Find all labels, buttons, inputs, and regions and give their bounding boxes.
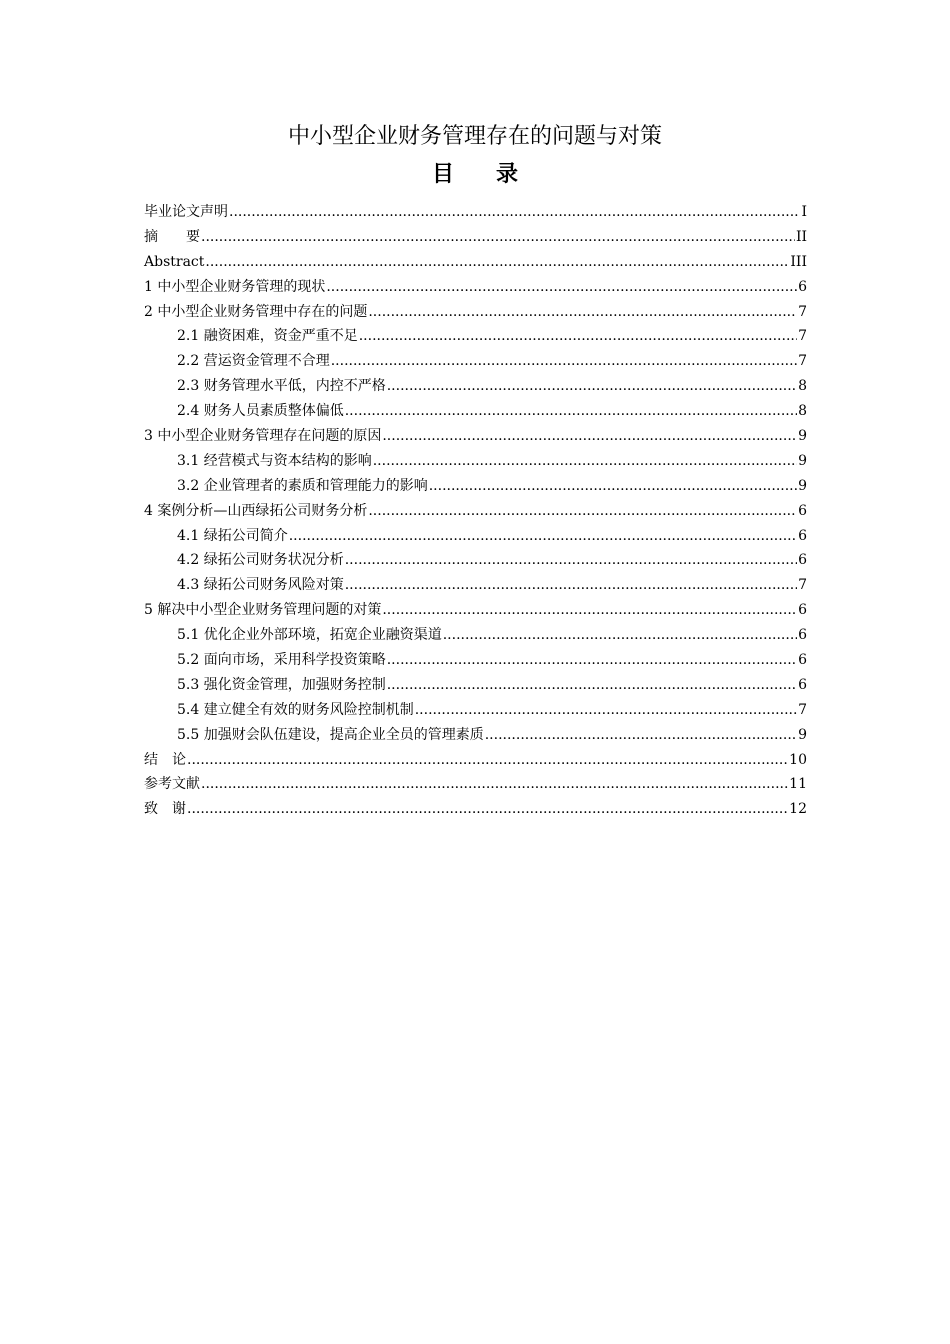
toc-entry-page-number: 9 bbox=[798, 477, 807, 494]
toc-entry-label: 5.1 优化企业外部环境，拓宽企业融资渠道 bbox=[177, 627, 442, 644]
toc-entry[interactable] bbox=[144, 598, 807, 623]
toc-entry[interactable] bbox=[144, 399, 807, 424]
toc-entry-label: 5.3 强化资金管理，加强财务控制 bbox=[177, 676, 386, 693]
toc-entry[interactable] bbox=[144, 797, 807, 822]
toc-dot-leader bbox=[387, 374, 797, 399]
toc-dot-leader bbox=[187, 748, 788, 773]
toc-entry[interactable] bbox=[144, 723, 807, 748]
toc-entry[interactable] bbox=[144, 474, 807, 499]
toc-dot-leader bbox=[201, 772, 788, 797]
toc-entry-label: 2.4 财务人员素质整体偏低 bbox=[177, 403, 344, 420]
toc-entry[interactable] bbox=[144, 200, 807, 225]
toc-entry-label: 参考文献 bbox=[144, 776, 200, 793]
toc-entry-page-number: 11 bbox=[789, 776, 807, 793]
toc-entry-label: 2.2 营运资金管理不合理 bbox=[177, 353, 330, 370]
toc-entry[interactable] bbox=[144, 698, 807, 723]
toc-entry[interactable] bbox=[144, 573, 807, 598]
toc-entry-page-number: 8 bbox=[798, 378, 807, 395]
toc-entry[interactable] bbox=[144, 424, 807, 449]
toc-dot-leader bbox=[373, 449, 797, 474]
toc-entry-label: 2 中小型企业财务管理中存在的问题 bbox=[144, 303, 368, 320]
toc-dot-leader bbox=[485, 723, 797, 748]
toc-dot-leader bbox=[387, 673, 797, 698]
toc-dot-leader bbox=[345, 573, 797, 598]
toc-entry-page-number: 10 bbox=[789, 751, 807, 768]
toc-entry-label: 4.2 绿拓公司财务状况分析 bbox=[177, 552, 344, 569]
toc-entry-label: 2.1 融资困难，资金严重不足 bbox=[177, 328, 358, 345]
toc-entry[interactable] bbox=[144, 548, 807, 573]
toc-entry-label: 5.5 加强财会队伍建设，提高企业全员的管理素质 bbox=[177, 726, 484, 743]
toc-dot-leader bbox=[382, 424, 797, 449]
toc-entry-label: 2.3 财务管理水平低，内控不严格 bbox=[177, 378, 386, 395]
toc-dot-leader bbox=[345, 399, 797, 424]
toc-entry-page-number: 6 bbox=[798, 278, 807, 295]
toc-entry[interactable] bbox=[144, 374, 807, 399]
toc-dot-leader bbox=[345, 548, 797, 573]
toc-entry-page-number: III bbox=[790, 253, 807, 270]
toc-entry[interactable] bbox=[144, 275, 807, 300]
toc-entry[interactable] bbox=[144, 772, 807, 797]
toc-entry-label: 5.4 建立健全有效的财务风险控制机制 bbox=[177, 701, 414, 718]
toc-entry-page-number: 9 bbox=[798, 452, 807, 469]
toc-entry-page-number: 9 bbox=[798, 428, 807, 445]
toc-entry-page-number: 6 bbox=[798, 527, 807, 544]
toc-entry[interactable] bbox=[144, 673, 807, 698]
toc-dot-leader bbox=[368, 499, 797, 524]
toc-entry-label: 毕业论文声明 bbox=[144, 204, 228, 220]
toc-entry-page-number: 6 bbox=[798, 627, 807, 644]
toc-entry[interactable] bbox=[144, 499, 807, 524]
toc-dot-leader bbox=[429, 474, 797, 499]
toc-entry[interactable] bbox=[144, 225, 807, 250]
toc-entry[interactable] bbox=[144, 524, 807, 549]
toc-entry-page-number: 7 bbox=[798, 701, 807, 718]
toc-entry-page-number: I bbox=[801, 204, 807, 220]
toc-entry-label: 3 中小型企业财务管理存在问题的原因 bbox=[144, 428, 382, 445]
toc-entry-label: 5.2 面向市场，采用科学投资策略 bbox=[177, 652, 386, 669]
toc-entry-label: 结 论 bbox=[144, 751, 186, 768]
toc-entry-page-number: II bbox=[795, 228, 807, 245]
toc-entry-label: Abstract bbox=[144, 253, 205, 270]
toc-entry-page-number: 6 bbox=[798, 652, 807, 669]
toc-entry-page-number: 7 bbox=[798, 303, 807, 320]
toc-entry-label: 致 谢 bbox=[144, 801, 186, 818]
toc-entry[interactable] bbox=[144, 349, 807, 374]
toc-entry-page-number: 7 bbox=[798, 353, 807, 370]
toc-entry-page-number: 6 bbox=[798, 552, 807, 569]
toc-entry[interactable] bbox=[144, 300, 807, 325]
toc-entry[interactable] bbox=[144, 748, 807, 773]
toc-entry-label: 4.1 绿拓公司简介 bbox=[177, 527, 288, 544]
toc-dot-leader bbox=[326, 275, 797, 300]
toc-entry-page-number: 7 bbox=[798, 577, 807, 594]
toc-entry-label: 1 中小型企业财务管理的现状 bbox=[144, 278, 326, 295]
toc-dot-leader bbox=[359, 324, 797, 349]
toc-entry-page-number: 6 bbox=[798, 676, 807, 693]
toc-entry-page-number: 12 bbox=[789, 801, 807, 818]
toc-heading: 目录 bbox=[431, 162, 560, 187]
toc-entry-label: 5 解决中小型企业财务管理问题的对策 bbox=[144, 602, 382, 619]
toc-entry-label: 3.1 经营模式与资本结构的影响 bbox=[177, 452, 372, 469]
toc-dot-leader bbox=[443, 623, 797, 648]
toc-entry-label: 摘 要 bbox=[144, 228, 200, 245]
toc-entry[interactable] bbox=[144, 324, 807, 349]
toc-entry-label: 3.2 企业管理者的素质和管理能力的影响 bbox=[177, 477, 428, 494]
toc-entry-label: 4 案例分析—山西绿拓公司财务分析 bbox=[144, 502, 368, 519]
toc-dot-leader bbox=[187, 797, 788, 822]
toc-entry-page-number: 9 bbox=[798, 726, 807, 743]
document-title: 中小型企业财务管理存在的问题与对策 bbox=[287, 124, 662, 149]
toc-entry[interactable] bbox=[144, 648, 807, 673]
toc-entry[interactable] bbox=[144, 623, 807, 648]
toc-dot-leader bbox=[415, 698, 797, 723]
toc-entry-page-number: 7 bbox=[798, 328, 807, 345]
table-of-contents bbox=[144, 200, 807, 822]
toc-dot-leader bbox=[382, 598, 797, 623]
toc-dot-leader bbox=[368, 300, 797, 325]
toc-dot-leader bbox=[201, 225, 795, 250]
toc-dot-leader bbox=[205, 250, 789, 275]
toc-entry[interactable] bbox=[144, 449, 807, 474]
toc-dot-leader bbox=[331, 349, 797, 374]
toc-entry-page-number: 6 bbox=[798, 602, 807, 619]
toc-entry[interactable] bbox=[144, 250, 807, 275]
toc-dot-leader bbox=[289, 524, 797, 549]
toc-entry-label: 4.3 绿拓公司财务风险对策 bbox=[177, 577, 344, 594]
toc-dot-leader bbox=[387, 648, 797, 673]
toc-entry-page-number: 8 bbox=[798, 403, 807, 420]
toc-dot-leader bbox=[229, 200, 800, 225]
toc-entry-page-number: 6 bbox=[798, 502, 807, 519]
